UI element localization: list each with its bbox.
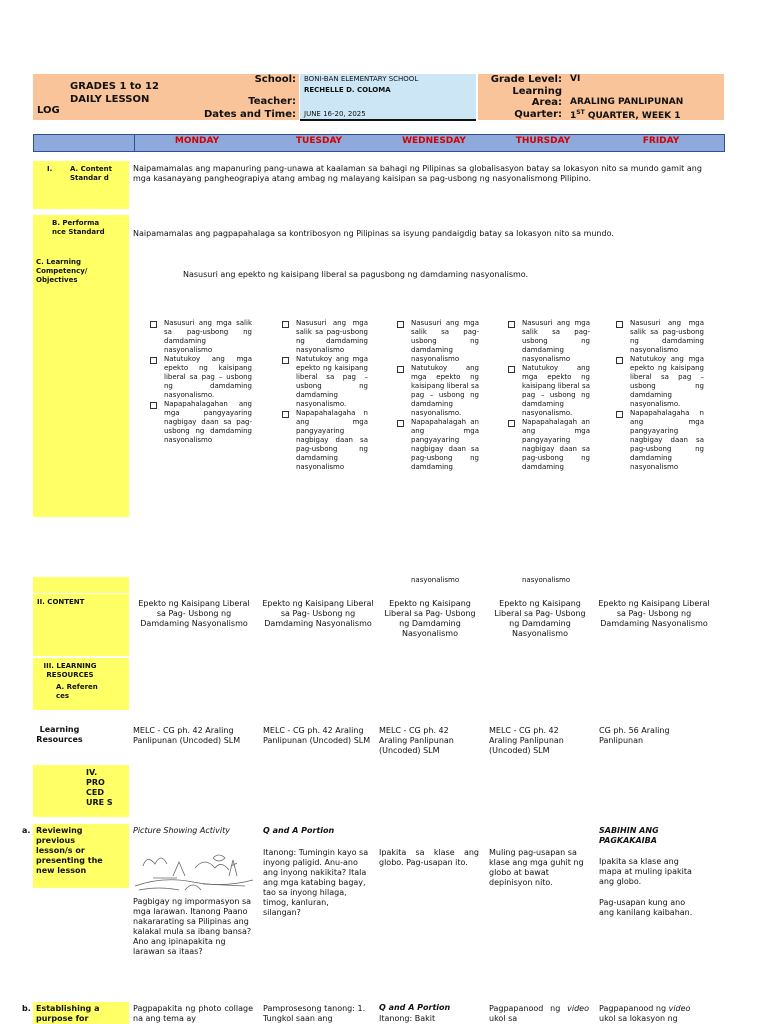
objectives-tuesday — [282, 319, 368, 472]
objective-item: Napapahalagah an ang mga pangyayaring nagbigay daan sa pag-usbong ng damdaming — [397, 418, 479, 472]
content-wednesday: Epekto ng Kaisipang Liberal sa Pag- Usbong ng Damdaming Nasyonalismo — [384, 599, 476, 638]
reviewing-monday-title: Picture Showing Activity — [133, 826, 230, 835]
objective-item: Nasusuri ang mga salik sa pag-usbong ng damdaming nasyonalismo — [508, 319, 590, 364]
content-monday: Epekto ng Kaisipang Liberal sa Pag- Usbong ng Damdaming Nasyonalismo — [138, 599, 250, 628]
objectives-thursday — [508, 319, 590, 472]
establishing-friday — [599, 1004, 709, 1024]
area-value: ARALING PANLIPUNAN — [570, 97, 684, 107]
establishing-letter: b. — [22, 1004, 31, 1013]
dates-label: Dates and Time: — [203, 109, 296, 120]
resources-tuesday: MELC - CG ph. 42 Araling Panlipunan (Uncoded) SLM — [263, 726, 371, 745]
quarter-value — [570, 109, 681, 121]
reviewing-tuesday-text: Itanong: Tumingin kayo sa inyong paligid. Anu-ano ang inyong nakikita? Itala ang mga katabing bagay, tao sa inyong hilaga, timog, kanluran, silangan? — [263, 848, 369, 917]
school-value: BONI-BAN ELEMENTARY SCHOOL — [304, 75, 419, 83]
reviewing-thursday-text: Muling pag-usapan sa klase ang mga guhit ng globo at bawat depinisyon nito. — [489, 848, 584, 887]
day-monday: MONDAY — [174, 136, 220, 146]
content-label: II. CONTENT — [37, 598, 85, 606]
objective-item: Nasusuri ang mga salik sa pag-usbong ng damdaming nasyonalismo — [282, 319, 368, 355]
establishing-thursday — [489, 1004, 589, 1024]
objective-item: Napapahalagah an ang mga pangyayaring nagbigay daan sa pag-usbong ng damdaming — [508, 418, 590, 472]
teacher-label: Teacher: — [248, 96, 296, 107]
teacher-value: RECHELLE D. COLOMA — [304, 86, 391, 94]
title-line-2: DAILY LESSON — [70, 94, 150, 105]
dates-underline — [300, 119, 476, 121]
reviewing-wednesday-text: Ipakita sa klase ang globo. Pag-usapan ito. — [379, 848, 479, 867]
establishing-tuesday: Pamprosesong tanong: 1. Tungkol saan ang — [263, 1004, 366, 1023]
resources-friday: CG ph. 56 Araling Panlipunan — [599, 726, 670, 745]
day-tuesday: TUESDAY — [295, 136, 343, 146]
resources-wednesday: MELC - CG ph. 42 Araling Panlipunan (Uncoded) SLM — [379, 726, 454, 755]
competency-label: C. Learning Competency/ Objectives — [36, 258, 88, 284]
quarter-label: Quarter: — [514, 109, 562, 120]
title-line-1: GRADES 1 to 12 — [70, 81, 159, 92]
content-standard-num: I. — [47, 165, 53, 173]
reviewing-friday-text-1: Ipakita sa klase ang mapa at muling ipakita ang globo. — [599, 857, 692, 886]
establishing-label: Establishing a purpose for — [36, 1004, 100, 1023]
establishing-friday-post: ukol sa lokasyon ng — [599, 1014, 678, 1023]
objective-item: Natutukoy ang mga epekto ng kaisipang liberal sa pag –usbong ng damdaming nasyonalismo. — [282, 355, 368, 409]
objective-item: Napapahalagaha n ang mga pangyayaring nagbigay daan sa pag-usbong ng damdaming nasyonalismo — [282, 409, 368, 472]
objective-item: Nasusuri ang mga salik sa pag-usbong ng damdaming nasyonalismo — [150, 319, 252, 355]
school-label: School: — [254, 74, 296, 85]
establishing-wednesday-title: Q and A Portion — [379, 1003, 451, 1012]
area-label-2: Area: — [531, 97, 562, 108]
objective-overflow-wednesday: nasyonalismo — [411, 576, 460, 584]
quarter-number: 1 — [570, 111, 577, 121]
establishing-thursday-pre: Pagpapanood ng — [489, 1004, 568, 1013]
collage-illustration — [133, 846, 255, 894]
quarter-week: QUARTER, WEEK 1 — [584, 111, 681, 121]
dates-value: JUNE 16-20, 2025 — [304, 110, 366, 118]
objective-item: Natutukoy ang mga epekto ng kaisipang liberal sa pag – usbong ng damdaming nasyonalismo. — [508, 364, 590, 418]
reviewing-friday-text-2: Pag-usapan kung ano ang kanilang kaibahan. — [599, 898, 693, 917]
objectives-monday — [150, 319, 252, 445]
resources-monday: MELC - CG ph. 42 Araling Panlipunan (Uncoded) SLM — [133, 726, 241, 745]
objective-overflow-thursday: nasyonalismo — [522, 576, 571, 584]
establishing-thursday-post: ukol sa — [489, 1014, 518, 1023]
performance-standard-text: Naipamamalas ang pagpapahalaga sa kontribosyon ng Pilipinas sa isyung pandaigdig batay sa lokasyon nito sa mundo. — [133, 229, 614, 238]
establishing-thursday-italic: video — [567, 1004, 589, 1013]
establishing-wednesday — [379, 1014, 479, 1024]
objective-item: Nasusuri ang mga salik sa pag-usbong ng damdaming nasyonalismo — [616, 319, 704, 355]
resources-thursday: MELC - CG ph. 42 Araling Panlipunan (Uncoded) SLM — [489, 726, 564, 755]
label-cell-objectives — [33, 317, 129, 517]
objectives-wednesday — [397, 319, 479, 472]
resources-label: III. LEARNING RESOURCES — [43, 662, 97, 679]
area-label-1: Learning — [512, 86, 562, 97]
reviewing-letter: a. — [22, 826, 31, 835]
content-tuesday: Epekto ng Kaisipang Liberal sa Pag- Usbong ng Damdaming Nasyonalismo — [262, 599, 374, 628]
grade-label: Grade Level: — [490, 74, 562, 85]
reviewing-tuesday-title: Q and A Portion — [263, 826, 335, 835]
reviewing-friday-title: SABIHIN ANG PAGKAKAIBA — [599, 826, 659, 845]
content-standard-label: A. Content Standar d — [70, 165, 112, 182]
content-friday: Epekto ng Kaisipang Liberal sa Pag- Usbong ng Damdaming Nasyonalismo — [598, 599, 710, 628]
dll-title — [70, 80, 159, 106]
establishing-monday: Pagpapakita ng photo collage na ang tema ay — [133, 1004, 253, 1023]
objective-item: Natutukoy ang mga epekto ng kaisipang liberal sa pag – usbong ng damdaming nasyonalismo. — [150, 355, 252, 400]
learning-resources-label: Learning Resources — [36, 725, 83, 744]
title-line-3: LOG — [37, 105, 60, 116]
content-standard-text: Naipamamalas ang mapanuring pang-unawa at kaalaman sa bahagi ng Pilipinas sa globalisasyon batay sa lokasyon nito sa mundo gamit ang mga kasanayang pangheograpiya atang ambag ng malayang kaisipan sa pag-usbong ng nasyonalismong Pilipino. — [133, 164, 702, 183]
day-wednesday: WEDNESDAY — [402, 136, 466, 146]
day-thursday: THURSDAY — [515, 136, 571, 146]
references-label: A. Referen ces — [56, 683, 98, 700]
performance-standard-label: B. Performa nce Standard — [52, 219, 105, 236]
reviewing-label: Reviewing previous lesson/s or presenting the new lesson — [36, 826, 103, 875]
objective-item: Natutukoy ang mga epekto ng kaisipang liberal sa pag – usbong ng damdaming nasyonalismo. — [397, 364, 479, 418]
content-thursday: Epekto ng Kaisipang Liberal sa Pag- Usbong ng Damdaming Nasyonalismo — [494, 599, 586, 638]
competency-text: Nasusuri ang epekto ng kaisipang liberal sa pagusbong ng damdaming nasyonalismo. — [183, 270, 529, 279]
quarter-suffix: ST — [576, 109, 585, 116]
grade-value: VI — [570, 74, 581, 84]
label-cell-objectives-cont — [33, 577, 129, 593]
establishing-wednesday-text: Itanong: Bakit — [379, 1014, 436, 1023]
objective-item: Natutukoy ang mga epekto ng kaisipang liberal sa pag –usbong ng damdaming nasyonalismo. — [616, 355, 704, 409]
objectives-friday — [616, 319, 704, 472]
day-friday: FRIDAY — [642, 136, 680, 146]
reviewing-monday-text: Pagbigay ng impormasyon sa mga larawan. Itanong Paano nakararating sa Pilipinas ang kalakal mula sa ibang bansa? Ano ang ipinapakita ng larawan sa itaas? — [133, 897, 252, 956]
establishing-friday-pre: Pagpapanood ng — [599, 1004, 669, 1013]
procedures-label: IV. PRO CED URE S — [86, 768, 113, 807]
objective-item: Nasusuri ang mga salik sa pag-usbong ng damdaming nasyonalismo — [397, 319, 479, 364]
establishing-friday-italic: video — [668, 1004, 691, 1013]
objective-item: Napapahalagaha n ang mga pangyayaring nagbigay daan sa pag-usbong ng damdaming nasyonalismo — [616, 409, 704, 472]
objective-item: Napapahalagahan ang mga pangyayaring nagbigay daan sa pag-usbong ng damdaming nasyonalismo — [150, 400, 252, 445]
